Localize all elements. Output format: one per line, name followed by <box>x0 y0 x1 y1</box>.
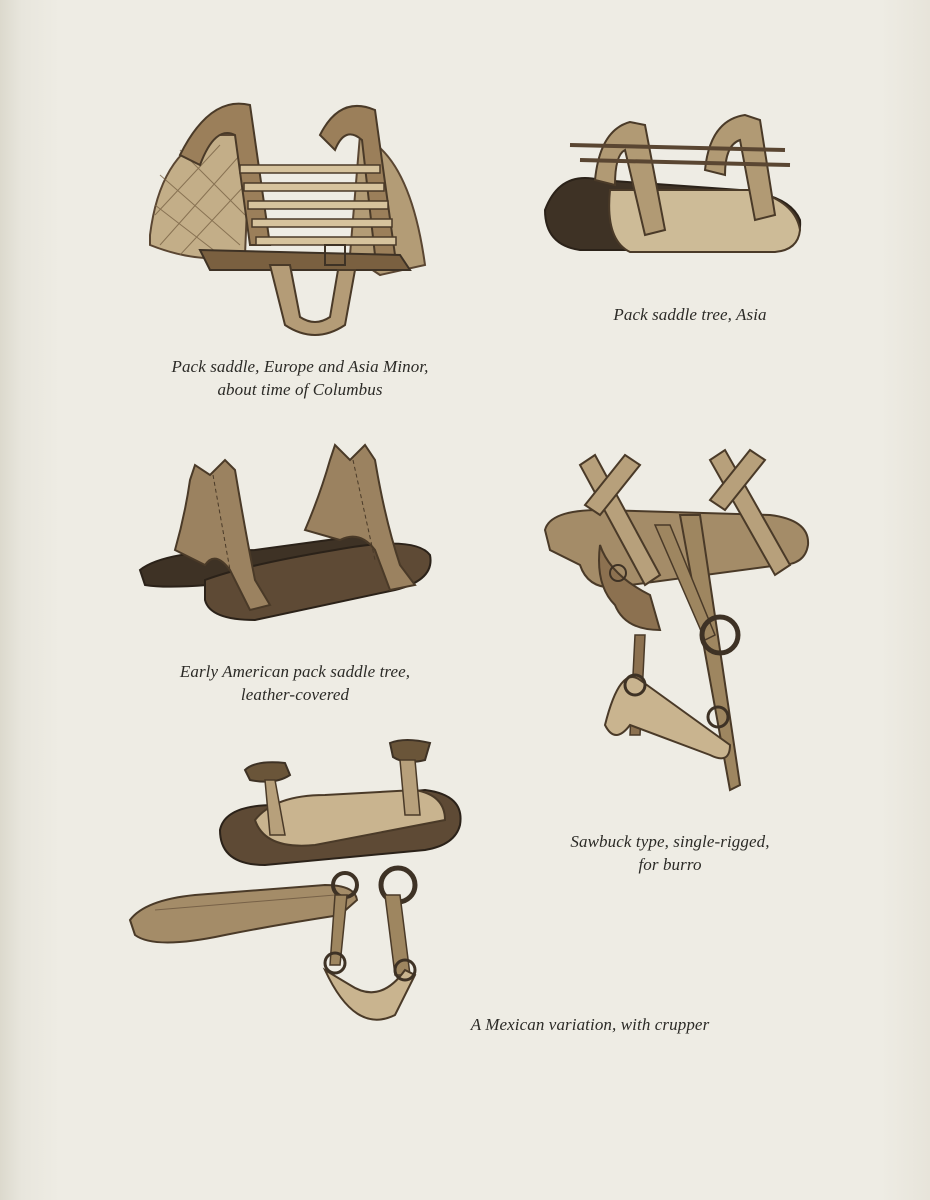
sawbuck-saddle-illustration <box>540 445 815 815</box>
caption-line: A Mexican variation, with crupper <box>470 1015 710 1034</box>
caption-line: Pack saddle, Europe and Asia Minor, <box>171 357 429 376</box>
caption-line: for burro <box>638 855 702 874</box>
early-american-pack-saddle-tree-illustration <box>135 440 440 630</box>
caption-sawbuck-type <box>530 830 810 876</box>
caption-line: Sawbuck type, single-rigged, <box>570 832 770 851</box>
caption-pack-saddle-tree-asia <box>560 303 820 326</box>
caption-pack-saddle-europe <box>120 355 480 401</box>
pack-saddle-tree-asia-illustration <box>540 110 810 260</box>
caption-early-american-pack-saddle-tree <box>115 660 475 706</box>
caption-line: leather-covered <box>240 685 350 704</box>
caption-mexican-variation <box>430 1013 750 1036</box>
caption-line: Early American pack saddle tree, <box>179 662 411 681</box>
caption-line: Pack saddle tree, Asia <box>613 305 767 324</box>
mexican-saddle-with-crupper-illustration <box>125 735 470 1030</box>
pack-saddle-europe-illustration <box>140 95 440 345</box>
caption-line: about time of Columbus <box>217 380 383 399</box>
